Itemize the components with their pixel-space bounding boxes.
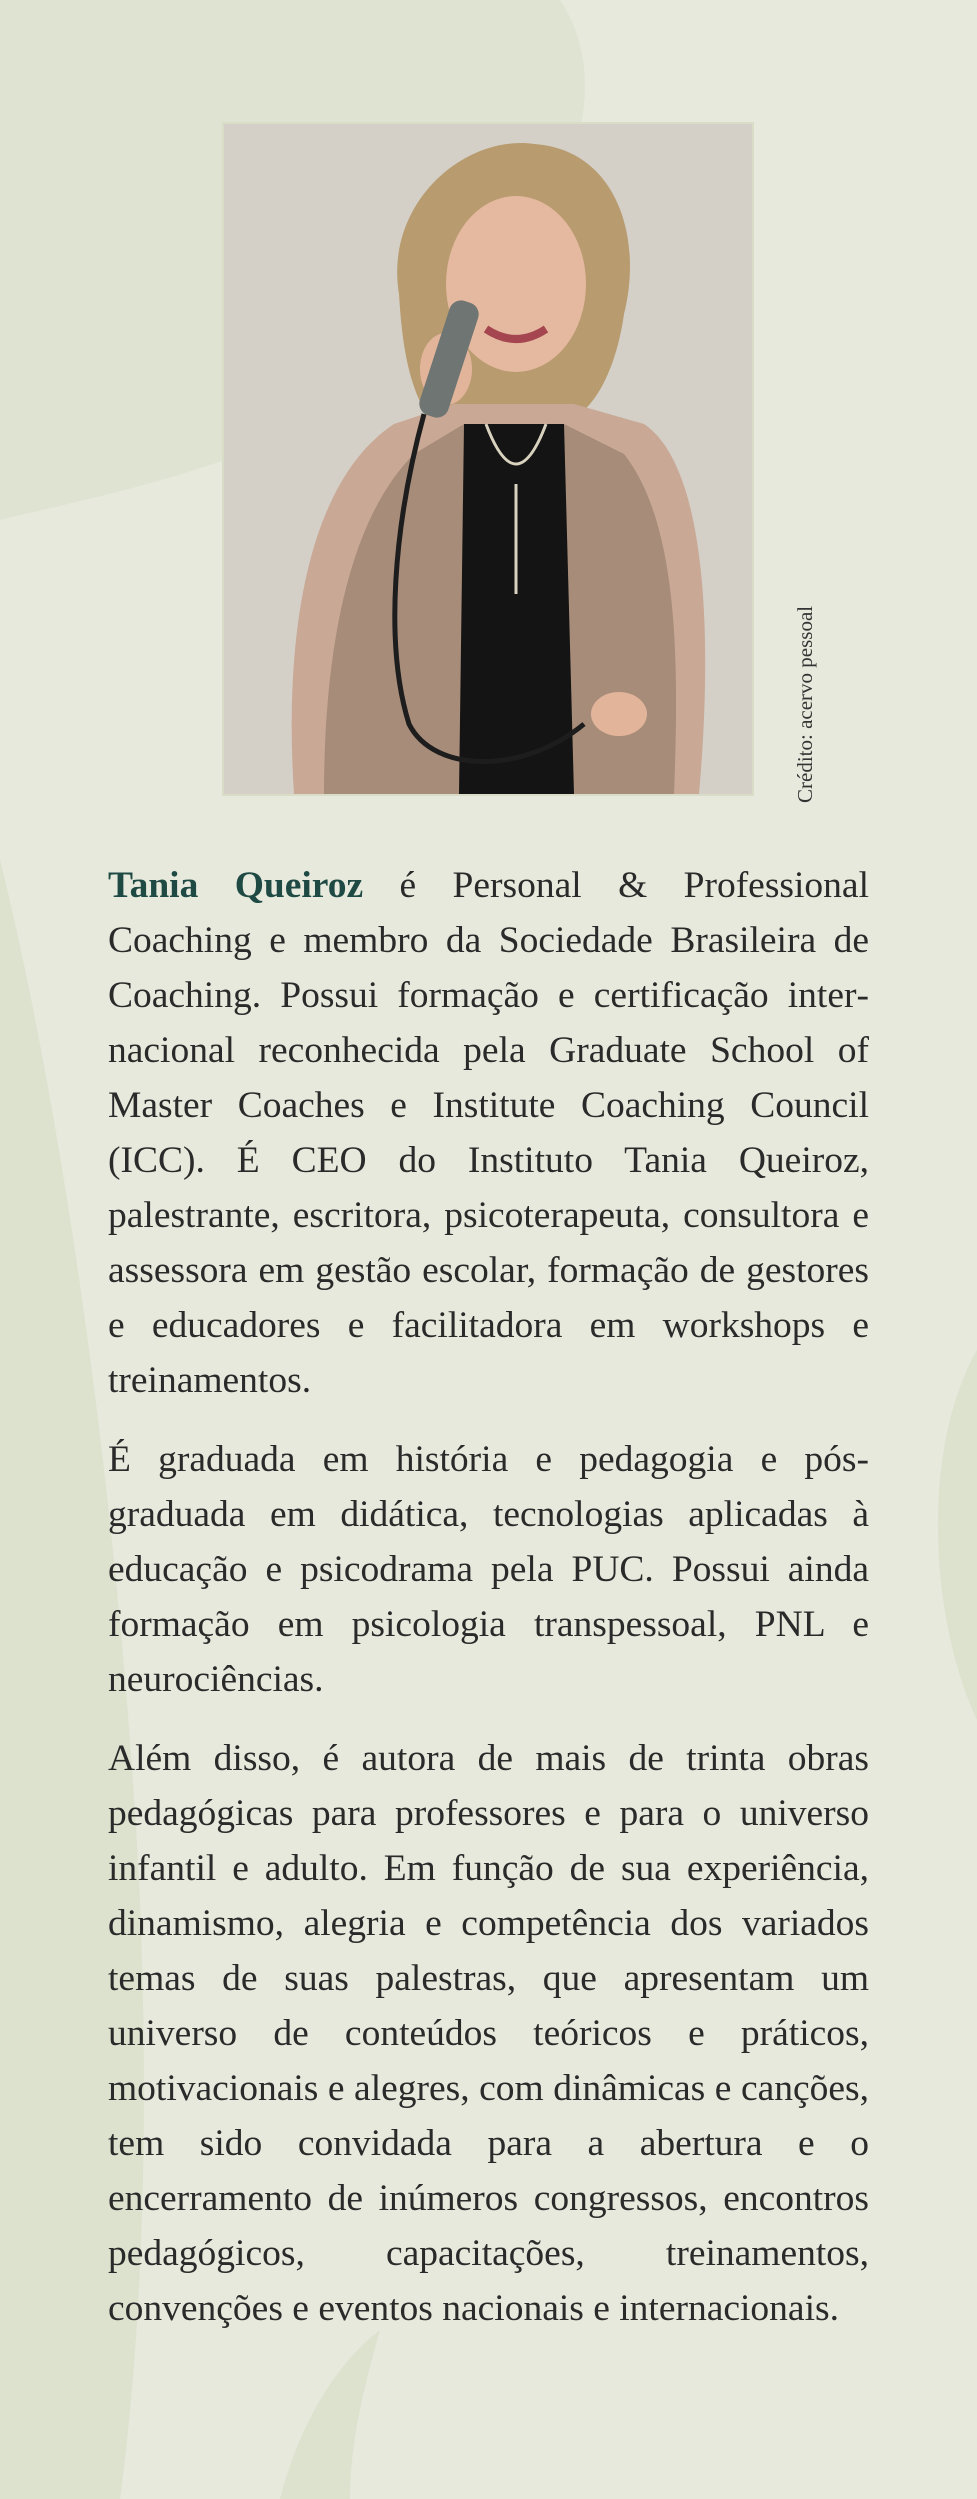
author-photo [224, 124, 752, 794]
bio-paragraph-1 [108, 858, 869, 1408]
author-name: Tania Queiroz [108, 865, 364, 906]
bio-paragraph-2: É graduada em história e pedagogia e pós-graduada em didática, tecnologias aplicadas à educação e psicodrama pela PUC. Possui ainda formação em psicologia transpessoal, PNL e neurociências. [108, 1439, 869, 1700]
author-photo-frame [222, 122, 754, 796]
author-bio [108, 858, 869, 2360]
photo-credit: Crédito: acervo pessoal [793, 605, 817, 803]
bio-paragraph-3: Além disso, é autora de mais de trinta obras pedagógicas para professores e para o universo infantil e adulto. Em função de sua experiência, dinamismo, alegria e competência dos variados temas de suas palestras, que apresentam um universo de conteúdos teóricos e práticos, motivacionais e alegres, com dinâmicas e canções, tem sido convidada para a abertura e o encerramento de inúmeros congressos, encontros pedagógicos, capacitações, treinamentos, convenções e eventos nacionais e internacionais. [108, 1738, 869, 2329]
bio-paragraph-1-text: é Personal & Professional Coaching e membro da Sociedade Brasileira de Coaching. Possui formação e certificação internacional reconhecida pela Graduate School of Master Coaches e Institute Coaching Council (ICC). É CEO do Instituto Tania Queiroz, palestrante, escritora, psicoterapeuta, consultora e assessora em gestão escolar, formação de gestores e educadores e facilitadora em workshops e treinamentos. [108, 865, 869, 1401]
